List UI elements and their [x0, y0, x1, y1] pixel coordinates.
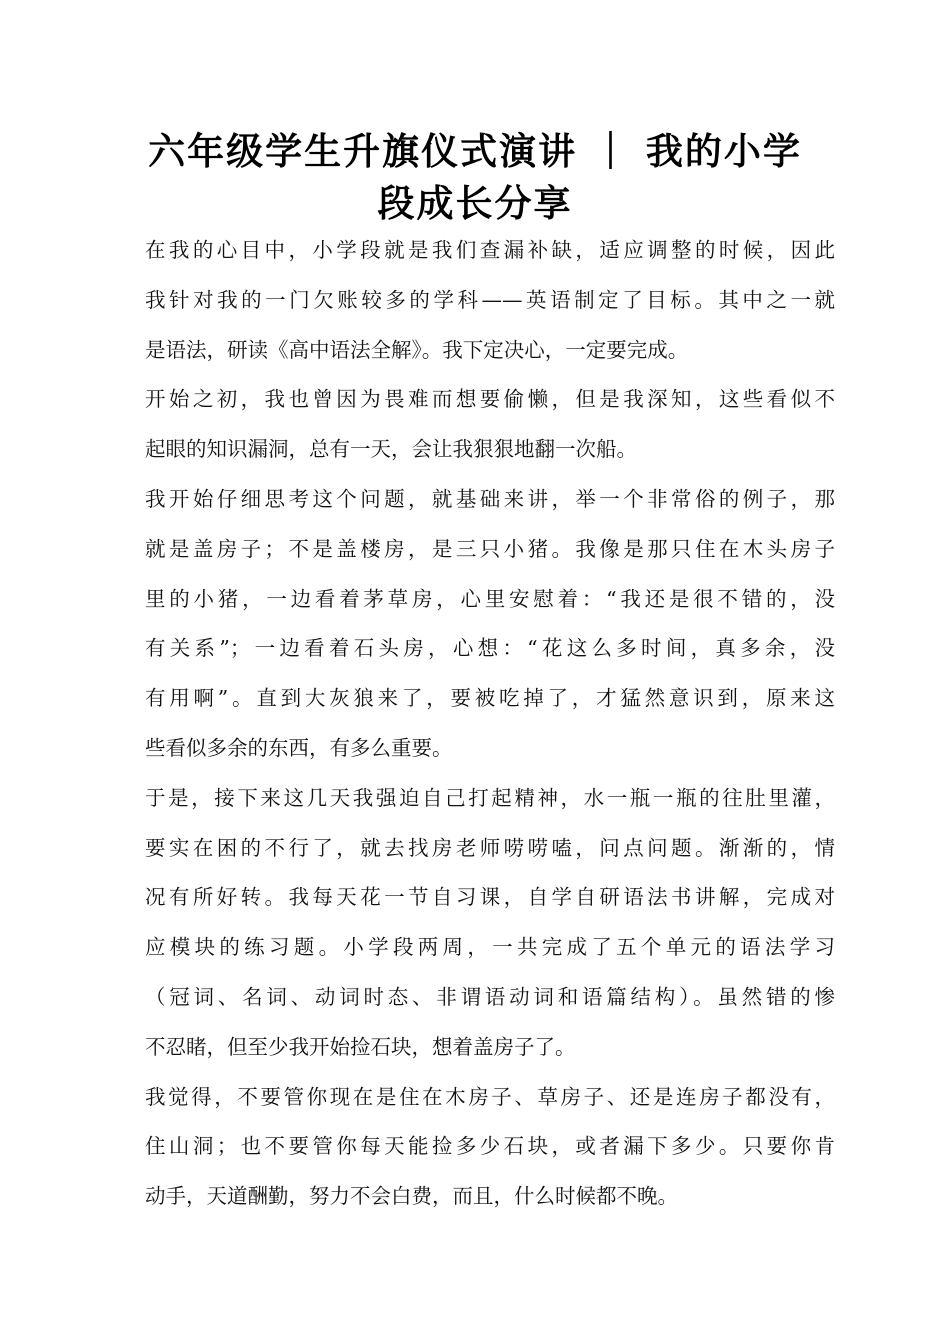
paragraph-2: [145, 375, 835, 475]
paragraph-1: [145, 226, 835, 375]
paragraph-4: [145, 774, 835, 1073]
text-line: 些看似多余的东西，有多么重要。: [145, 735, 453, 760]
text-line: （冠词、名词、动词时态、非谓语动词和语篇结构）。虽然错的惨: [145, 984, 835, 1009]
text-line: 动手，天道酬勤，努力不会白费，而且，什么时候都不晚。: [145, 1184, 678, 1209]
text-line: 我针对我的一门欠账较多的学科——英语制定了目标。其中之一就: [145, 287, 835, 312]
text-line: 要实在困的不行了，就去找房老师唠唠嗑，问点问题。渐渐的，情: [145, 835, 835, 860]
text-line: 况有所好转。我每天花一节自习课，自学自研语法书讲解，完成对: [145, 885, 835, 910]
text-line: 有关系”；一边看着石头房，心想：“花这么多时间，真多余，没: [145, 636, 835, 661]
text-line: 我开始仔细思考这个问题，就基础来讲，举一个非常俗的例子，那: [145, 486, 835, 511]
text-line: 不忍睹，但至少我开始捡石块，想着盖房子了。: [145, 1034, 576, 1059]
document-body: [145, 226, 835, 1222]
text-line: 有用啊”。直到大灰狼来了，要被吃掉了，才猛然意识到，原来这: [145, 686, 835, 711]
text-line: 里的小猪，一边看着茅草房，心里安慰着：“我还是很不错的，没: [145, 586, 835, 611]
title-line-2: 段成长分享: [377, 182, 573, 225]
text-line: 在我的心目中，小学段就是我们查漏补缺，适应调整的时候，因此: [145, 238, 835, 262]
text-line: 应模块的练习题。小学段两周，一共完成了五个单元的语法学习: [145, 935, 835, 960]
text-line: 住山洞；也不要管你每天能捡多少石块，或者漏下多少。只要你肯: [145, 1134, 835, 1159]
document-title: [120, 126, 830, 230]
text-line: 是语法，研读《高中语法全解》。我下定决心，一定要完成。: [145, 337, 689, 362]
text-line: 起眼的知识漏洞，总有一天，会让我狠狠地翻一次船。: [145, 437, 637, 462]
title-line-1: 六年级学生升旗仪式演讲 ｜ 我的小学: [148, 130, 802, 173]
text-line: 就是盖房子；不是盖楼房，是三只小猪。我像是那只住在木头房子: [145, 536, 835, 561]
text-line: 我觉得，不要管你现在是住在木房子、草房子、还是连房子都没有，: [145, 1084, 835, 1109]
text-line: 于是，接下来这几天我强迫自己打起精神，水一瓶一瓶的往肚里灌，: [145, 785, 835, 810]
paragraph-5: [145, 1073, 835, 1222]
paragraph-3: [145, 475, 835, 774]
text-line: 开始之初，我也曾因为畏难而想要偷懒，但是我深知，这些看似不: [145, 387, 835, 412]
